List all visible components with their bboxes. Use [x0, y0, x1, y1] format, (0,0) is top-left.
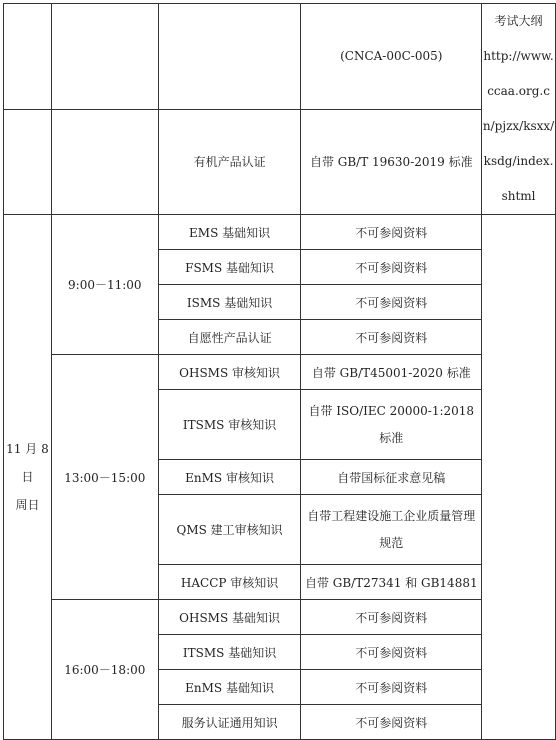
requirement-cell: 自带 GB/T45001-2020 标准: [301, 355, 482, 390]
subject-cell: 有机产品认证: [158, 109, 301, 215]
table-row: [4, 215, 556, 250]
requirement-cell: 自带工程建设施工企业质量管理规范: [301, 495, 482, 565]
syllabus-cell: [482, 4, 556, 215]
requirement-cell: 不可参阅资料: [301, 600, 482, 635]
subject-cell: [158, 4, 301, 110]
empty-cell: [4, 4, 52, 110]
subject-cell: ISMS 基础知识: [158, 285, 301, 320]
requirement-cell: 不可参阅资料: [301, 635, 482, 670]
requirement-cell: 不可参阅资料: [301, 285, 482, 320]
empty-cell: [51, 4, 158, 110]
subject-cell: ITSMS 审核知识: [158, 390, 301, 460]
requirement-cell: 自带 ISO/IEC 20000-1:2018 标准: [301, 390, 482, 460]
subject-cell: EMS 基础知识: [158, 215, 301, 250]
subject-cell: EnMS 基础知识: [158, 670, 301, 705]
empty-cell: [4, 109, 52, 215]
subject-cell: QMS 建工审核知识: [158, 495, 301, 565]
table-row: [4, 4, 556, 110]
requirement-cell: 不可参阅资料: [301, 670, 482, 705]
table-row: [4, 355, 556, 390]
subject-cell: OHSMS 审核知识: [158, 355, 301, 390]
subject-cell: OHSMS 基础知识: [158, 600, 301, 635]
syllabus-url[interactable]: http://www.ccaa.org.cn/pjzx/ksxx/ksdg/index.shtml: [482, 49, 555, 203]
requirement-cell: 自带国标征求意见稿: [301, 460, 482, 495]
time-slot-cell: 16:00－18:00: [51, 600, 158, 740]
exam-schedule-table: [3, 3, 556, 740]
table-row: [4, 600, 556, 635]
table-row: [4, 109, 556, 215]
time-slot-cell: 9:00－11:00: [51, 215, 158, 355]
subject-cell: 服务认证通用知识: [158, 705, 301, 740]
time-slot-cell: 13:00－15:00: [51, 355, 158, 600]
date-day: 11 月 8: [6, 442, 49, 456]
subject-cell: EnMS 审核知识: [158, 460, 301, 495]
requirement-cell: 自带 GB/T27341 和 GB14881: [301, 565, 482, 600]
syllabus-title: 考试大纲: [494, 14, 543, 28]
date-cell: [4, 215, 52, 740]
subject-cell: ITSMS 基础知识: [158, 635, 301, 670]
subject-cell: FSMS 基础知识: [158, 250, 301, 285]
empty-cell: [482, 215, 556, 740]
empty-cell: [51, 109, 158, 215]
date-weekday: 周日: [15, 498, 40, 512]
requirement-cell: 自带 GB/T 19630-2019 标准: [301, 109, 482, 215]
subject-cell: 自愿性产品认证: [158, 320, 301, 355]
requirement-cell: 不可参阅资料: [301, 215, 482, 250]
date-day-suffix: 日: [21, 470, 34, 484]
subject-cell: HACCP 审核知识: [158, 565, 301, 600]
requirement-cell: 不可参阅资料: [301, 320, 482, 355]
requirement-cell: 不可参阅资料: [301, 705, 482, 740]
requirement-cell: 不可参阅资料: [301, 250, 482, 285]
requirement-cell: (CNCA-00C-005): [301, 4, 482, 110]
